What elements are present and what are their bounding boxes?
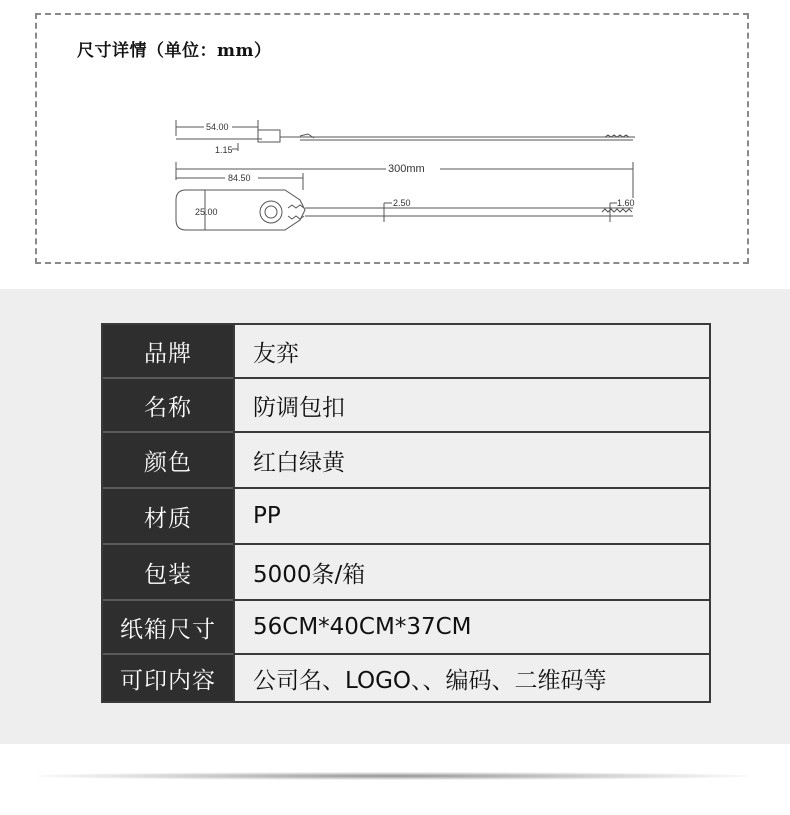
spec-label: 品牌 [103,325,233,377]
spec-row-name [103,379,709,431]
spec-label: 材质 [103,489,233,543]
dimension-title: 尺寸详情（单位：mm） [77,41,272,61]
spec-value: 友弈 [233,325,709,377]
spec-row-packing [103,545,709,599]
spec-value: 56CM*40CM*37CM [233,601,709,653]
dim-300: 300mm [388,163,425,175]
spec-label: 名称 [103,379,233,431]
spec-row-material [103,489,709,543]
spec-row-carton-size [103,601,709,653]
spec-value: 防调包扣 [233,379,709,431]
dim-845: 84.50 [228,173,251,183]
spec-table [101,323,711,703]
spec-row-brand [103,325,709,377]
spec-row-color [103,433,709,487]
dimension-section [0,0,790,289]
dim-160: 1.60 [617,198,635,208]
spec-label: 可印内容 [103,655,233,701]
dim-25: 25.00 [195,207,218,217]
seal-technical-drawing [0,0,790,289]
dim-54: 54.00 [206,122,229,132]
spec-value: 5000条/箱 [233,545,709,599]
spec-value: PP [233,489,709,543]
spec-label: 颜色 [103,433,233,487]
divider-shadow [35,772,750,780]
spec-label: 纸箱尺寸 [103,601,233,653]
spec-label: 包装 [103,545,233,599]
spec-value: 公司名、LOGO、、编码、二维码等 [233,655,709,701]
spec-value: 红白绿黄 [233,433,709,487]
dim-250: 2.50 [393,198,411,208]
spec-row-printable [103,655,709,701]
dim-115: 1.15 [215,145,233,155]
